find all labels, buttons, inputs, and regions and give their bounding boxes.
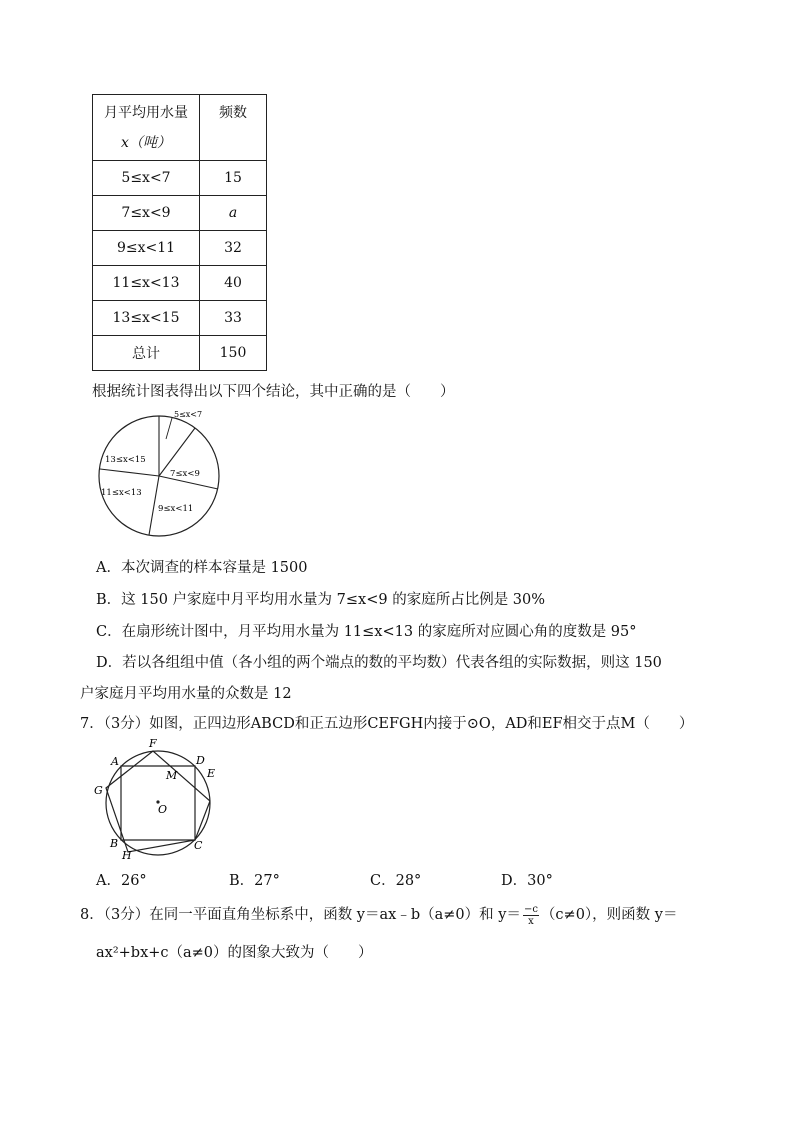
table-row [93,231,267,266]
table-row [93,196,267,231]
row-range: 总计 [93,336,200,371]
q8-stem-part2: （c≠0），则函数 y＝ [540,907,678,923]
point-b: B [110,837,119,850]
q8-stem [80,903,677,927]
pie-label-11-13: 11≤x<13 [101,488,142,498]
q6-option-d-cont: 户家庭月平均用水量的众数是 12 [80,686,292,702]
row-range: 5≤x<7 [93,161,200,196]
geometry-figure [88,733,228,863]
header-frequency: 频数 [200,95,267,161]
pie-label-9-11: 9≤x<11 [158,504,194,514]
point-e: E [207,767,216,780]
table-header-row [93,95,267,161]
q7-option-c: C．28° [370,873,422,889]
fraction-numerator: −c [523,903,538,915]
point-h: H [122,849,132,862]
q7-option-a: A．26° [96,873,147,889]
row-freq: 32 [200,231,267,266]
frequency-table [92,94,267,371]
pie-label-leader [166,418,172,439]
point-g: G [94,784,103,797]
pie-label-13-15: 13≤x<15 [105,455,146,465]
row-range: 7≤x<9 [93,196,200,231]
table-row [93,336,267,371]
pie-label-5-7: 5≤x<7 [174,410,203,419]
table-row [93,161,267,196]
row-freq: 150 [200,336,267,371]
pie-chart-figure [90,405,230,540]
q6-option-c: C．在扇形统计图中，月平均用水量为 11≤x<13 的家庭所对应圆心角的度数是 95° [96,624,637,640]
header-line1: 月平均用水量 [104,104,188,121]
row-range: 9≤x<11 [93,231,200,266]
row-range: 11≤x<13 [93,266,200,301]
point-d: D [196,754,205,767]
q7-option-d: D．30° [501,873,553,889]
table-row [93,266,267,301]
q6-stem: 根据统计图表得出以下四个结论，其中正确的是（ ） [92,384,455,400]
point-c: C [194,839,203,852]
header-line2: x（吨） [121,134,171,151]
row-freq: 15 [200,161,267,196]
q7-option-b: B．27° [229,873,280,889]
q7-stem: 7．（3分）如图，正四边形ABCD和正五边形CEFGH内接于⊙O，AD和EF相交于点M（ ） [80,716,694,732]
table-row [93,301,267,336]
fraction-denominator: x [528,915,534,927]
row-range: 13≤x<15 [93,301,200,336]
q6-option-d: D．若以各组组中值（各小组的两个端点的数的平均数）代表各组的实际数据，则这 150 [96,655,662,671]
header-water-usage [93,95,200,161]
point-m: M [166,769,178,782]
point-o: O [158,803,168,816]
row-freq: a [200,196,267,231]
row-freq: 40 [200,266,267,301]
q8-stem-part1: 8．（3分）在同一平面直角坐标系中，函数 y＝ax﹣b（a≠0）和 y＝ [80,907,521,923]
point-a: A [111,755,119,768]
q6-option-a: A．本次调查的样本容量是 1500 [96,560,308,576]
q8-fraction [523,904,539,927]
pie-label-7-9: 7≤x<9 [170,469,200,479]
q6-option-b: B．这 150 户家庭中月平均用水量为 7≤x<9 的家庭所占比例是 30% [96,592,546,608]
point-f: F [149,737,157,750]
pie-divider [100,469,159,476]
q8-stem-line2: ax²+bx+c（a≠0）的图象大致为（ ） [96,945,373,961]
row-freq: 33 [200,301,267,336]
